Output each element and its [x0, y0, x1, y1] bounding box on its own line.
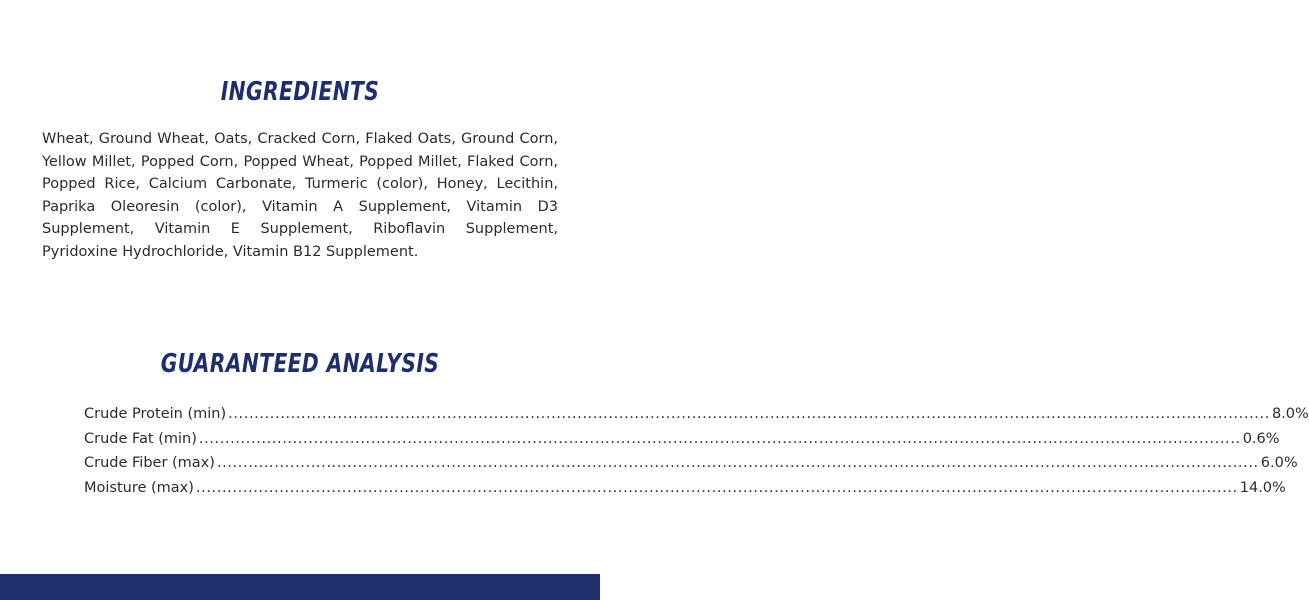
analysis-name: Crude Protein (min) [84, 406, 227, 422]
ingredients-text: Wheat, Ground Wheat, Oats, Cracked Corn, Flaked Oats, Ground Corn, Yellow Millet, Popped Corn, Popped Wheat, Popped Millet, Flaked Corn, Popped Rice, Calcium Carbonate, Turmeric (color), Honey, Lecithin, Paprika Oleoresin (color), Vitamin A Supplement, Vitamin D3 Supplement, Vitamin E Supplement, Riboflavin Supplement, Pyridoxine Hydrochloride, Vitamin B12 Supplement. [42, 131, 558, 260]
analysis-value: 6.0% [1260, 455, 1298, 471]
dot-leader: ........................................................................................................................................................................................................ [198, 430, 1241, 447]
bottom-brand-bar [0, 574, 600, 600]
dot-leader: ........................................................................................................................................................................................................ [216, 455, 1259, 471]
analysis-row-crude-protein [84, 402, 1309, 427]
analysis-row-crude-fat [84, 427, 1280, 452]
dot-leader: ........................................................................................................................................................................................................ [228, 406, 1270, 422]
analysis-row-crude-fiber [84, 451, 1298, 476]
analysis-name: Crude Fat (min) [84, 430, 197, 447]
analysis-row-moisture [84, 476, 1286, 501]
ingredients-heading: INGREDIENTS [220, 77, 380, 107]
guaranteed-analysis-heading: GUARANTEED ANALYSIS [160, 349, 440, 379]
analysis-value: 14.0% [1239, 479, 1286, 496]
analysis-value: 8.0% [1271, 406, 1309, 422]
analysis-value: 0.6% [1242, 430, 1280, 447]
analysis-name: Moisture (max) [84, 479, 194, 496]
guaranteed-analysis-table [84, 402, 1309, 500]
dot-leader: ........................................................................................................................................................................................................ [195, 479, 1238, 496]
analysis-name: Crude Fiber (max) [84, 455, 215, 471]
